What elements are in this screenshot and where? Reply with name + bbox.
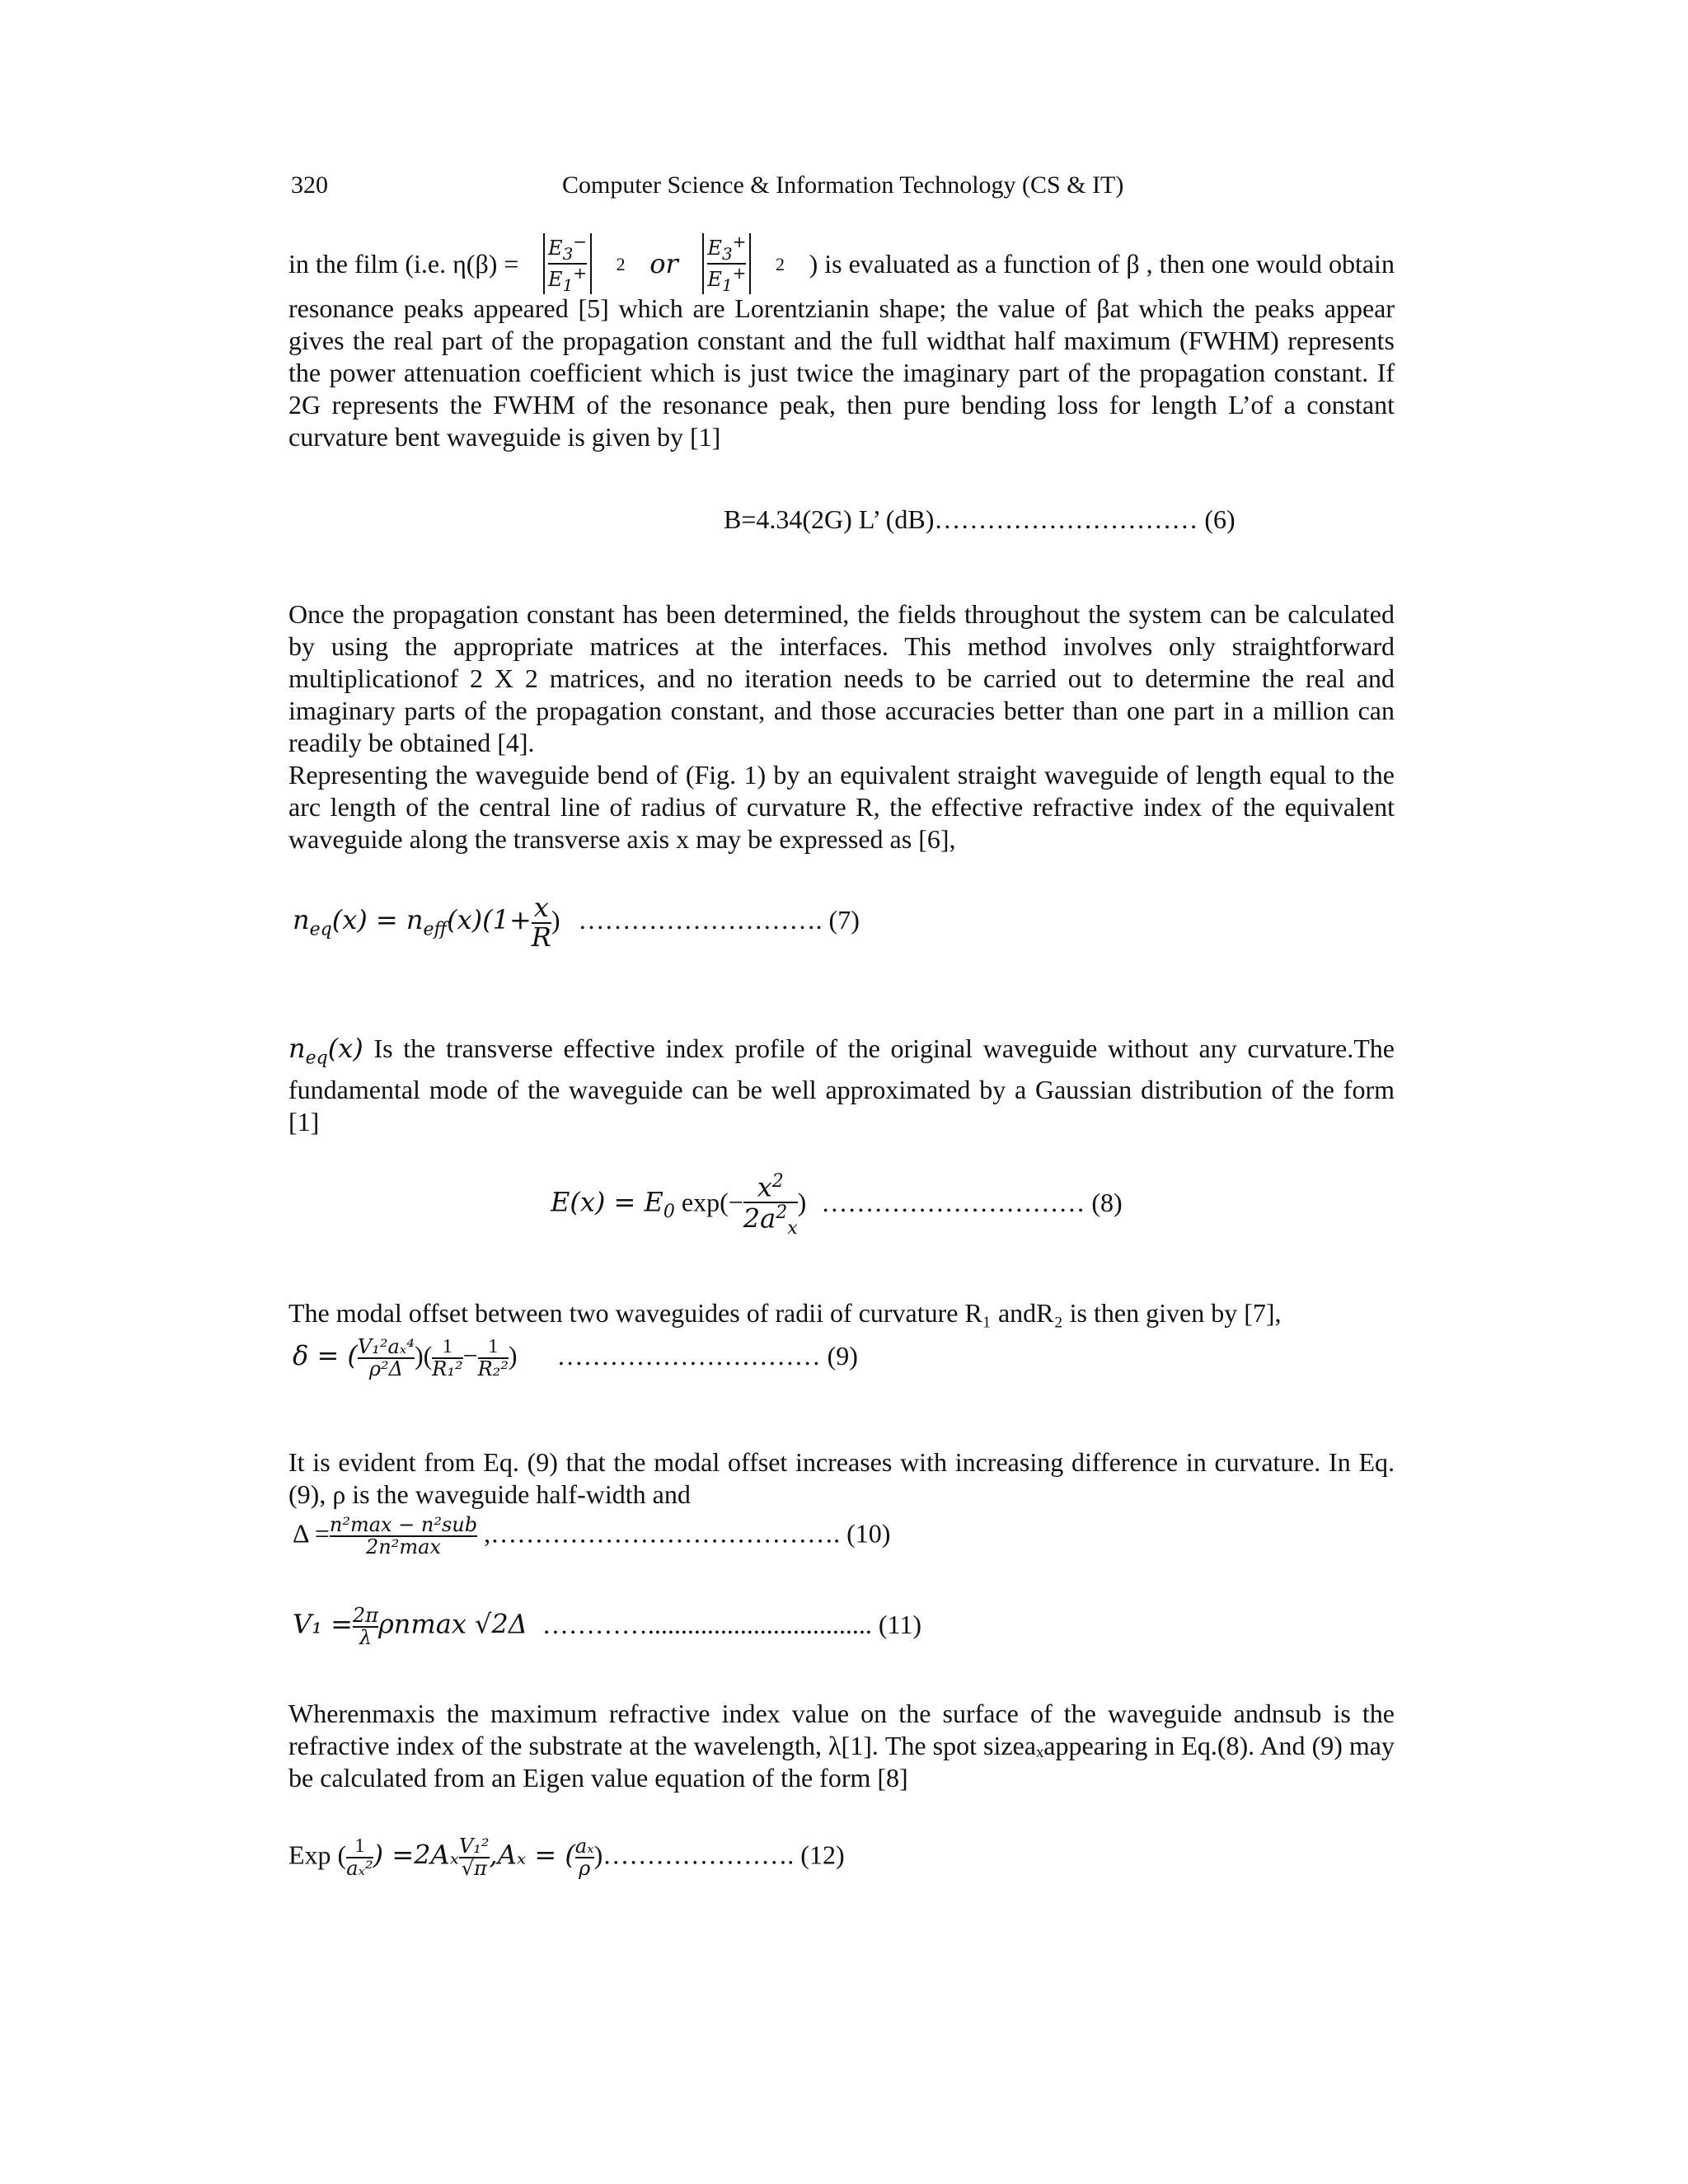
equation-10: Δ = $\frac{\text{n²max − n²sub}}{\text{2n²max}}$ ,…………………………………. (10) [293, 1513, 891, 1559]
paragraph-resonance [288, 232, 1395, 453]
equation-7: $n_{eq}(x) = n_{eff}(x)(1+$ $\frac{x}{R}$ ) ………………………. (7) [293, 892, 860, 953]
equation-6: B=4.34(2G) L’ (dB)………………………… (6) [724, 504, 1236, 534]
eta-lead-text: in the film (i.e. η(β) = [288, 248, 519, 279]
equation-11: V₁ = $\frac{2\pi}{\lambda}$ ρnmax √2Δ ………….................................. (11) [293, 1604, 922, 1650]
ratio-e3minus-e1plus: $\frac{E_3^-}{E_1^+}$ [543, 233, 592, 294]
propagation-text: Once the propagation constant has been determined, the fields throughout the system can be calculated by using the appropriate matrices at the interfaces. This method involves only straightforward multiplicationof 2 X 2 matrices, and no iteration needs to be carried out to determine the real and imaginary parts of the propagation constant, and those accuracies better than one part in a million can readily be obtained [4]. [288, 599, 1395, 757]
eta-expression-line: in the film (i.e. η(β) = $\frac{E_3^-}{E_1^+}$ 2 or $\frac{E_3^+}{E_1^+}$ 2 ) is evaluated as a function of β , then one would obtain [288, 232, 1395, 295]
or-text: or [649, 247, 678, 279]
paragraph-propagation [288, 598, 1395, 855]
equation-12: Exp ( $\frac{1}{\text{aₓ²}}$ ) =2Aₓ $\frac{\text{V₁²}}{√\pi}$ ,Aₓ = ( $\frac{\text{aₓ}}{\rho}$ )…………………. (12) [288, 1835, 845, 1881]
neq-symbol: $n_{eq}(x)$ [288, 1033, 363, 1069]
paragraph-curvature: It is evident from Eq. (9) that the modal offset increases with increasing difference in curvature. In Eq. (9), ρ is the waveguide half-width and [288, 1447, 1395, 1509]
ratio-e3plus-e1plus: $\frac{E_3^+}{E_1^+}$ [702, 233, 751, 294]
equation-9: δ = ( $\frac{\text{V₁²aₓ⁴}}{\text{ρ²Δ}}$ )( $\frac{1}{\text{R₁²}}$ − $\frac{1}{\text{R₂²}}$ ) ………………………… (9) [293, 1335, 858, 1381]
paragraph-transverse-index: $n_{eq}(x)$ Is the transverse effective index profile of the original waveguide without any curvature.The fundamental mode of the waveguide can be well approximated by a Gaussian distribution of the form [1] [288, 1033, 1395, 1137]
bend-representation-text: Representing the waveguide bend of (Fig. 1) by an equivalent straight waveguide of length equal to the arc length of the central line of radius of curvature R, the effective refractive index of the equivalent waveguide along the transverse axis x may be expressed as [6], [288, 760, 1395, 854]
page-number: 320 [291, 171, 328, 199]
equation-8: $E(x) = E_0$ exp(− $\frac{x^2}{2a^2_x}$ ) ………………………… (8) [551, 1171, 1123, 1240]
eta-tail-text: ) is evaluated as a function of β , then one would obtain [809, 248, 1395, 279]
resonance-body-text: resonance peaks appeared [5] which are Lorentzianin shape; the value of βat which the peaks appear gives the real part of the propagation constant and the full widthat half maximum (FWHM) represents the power attenuation coefficient which is just twice the imaginary part of the propagation constant. If 2G represents the FWHM of the resonance peak, then pure bending loss for length L’of a constant curvature bent waveguide is given by [1] [288, 293, 1395, 452]
paragraph-modal-offset: The modal offset between two waveguides of radii of curvature R₁ andR₂ is then given by [7], [288, 1298, 1282, 1328]
paragraph-nmax-nsub: Wherenmaxis the maximum refractive index value on the surface of the waveguide andnsub is the refractive index of the substrate at the wavelength, λ[1]. The spot sizeaₓappearing in Eq.(8). And (9) may be calculated from an Eigen value equation of the form [8] [288, 1699, 1395, 1793]
journal-title: Computer Science & Information Technology (CS & IT) [562, 171, 1124, 199]
